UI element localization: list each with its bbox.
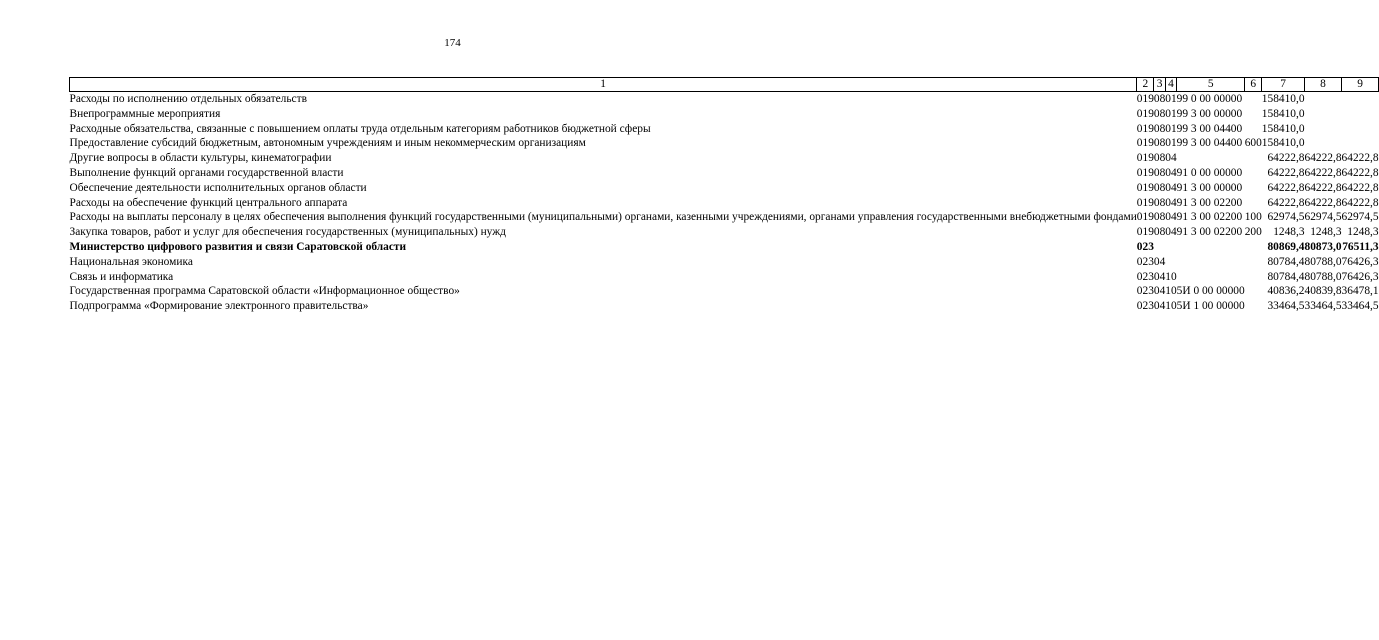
amount-year-1: 158410,0 [1261, 93, 1305, 105]
table-row [70, 122, 1379, 137]
amount-year-2: 64222,8 [1304, 166, 1342, 179]
subsection-code [1165, 240, 1176, 255]
subsection-code: 04 [1165, 152, 1177, 165]
amount-year-1: 64222,8 [1267, 152, 1305, 165]
table-row [70, 151, 1379, 166]
target-article-code: 5И 0 00 00000 [1176, 285, 1245, 298]
section-code [1154, 240, 1165, 255]
subsection-code: 04 [1165, 196, 1177, 209]
section-code: 08 [1153, 226, 1166, 239]
expense-type-code: 100 [1244, 211, 1262, 224]
target-article-code: 99 3 00 04400 [1176, 137, 1243, 150]
amount-year-2: 1248,3 [1310, 226, 1342, 239]
row-name: Предоставление субсидий бюджетным, автономным учреждениям и иным некоммерческим организациям [69, 137, 586, 150]
ministry-code: 019 [1136, 107, 1154, 120]
page-number: 174 [444, 37, 461, 49]
amount-year-3: 76511,3 [1342, 240, 1379, 253]
target-article-code: 99 3 00 00000 [1176, 107, 1243, 120]
target-article-code: 91 3 00 02200 [1176, 196, 1243, 209]
amount-year-2: 33464,5 [1304, 300, 1342, 313]
target-article-code: 91 3 00 02200 [1176, 211, 1243, 224]
row-name: Расходы на обеспечение функций центрального аппарата [69, 196, 348, 209]
row-name: Другие вопросы в области культуры, кинематографии [69, 152, 332, 165]
amount-year-1: 64222,8 [1267, 196, 1305, 209]
column-header-3: 3 [1154, 78, 1165, 92]
row-name: Расходы на выплаты персоналу в целях обеспечения выполнения функций государственными (муниципальными) органами, казенными учреждениями, органами управления государственными внебюджетными фондами [69, 211, 1137, 224]
amount-year-1: 64222,8 [1267, 166, 1305, 179]
table-row [70, 166, 1379, 181]
budget-table [69, 77, 1379, 314]
amount-year-3: 64222,8 [1341, 181, 1379, 194]
amount-year-3 [1342, 92, 1379, 107]
ministry-code: 019 [1136, 226, 1154, 239]
target-article-code: 5И 1 00 00000 [1176, 300, 1245, 313]
expense-type-code [1245, 284, 1262, 299]
target-article-code: 99 0 00 00000 [1176, 93, 1243, 105]
table-row [70, 181, 1379, 196]
amount-year-1: 158410,0 [1261, 137, 1305, 150]
target-article-code: 91 3 00 02200 [1176, 226, 1243, 239]
subsection-code: 10 [1165, 270, 1177, 283]
subsection-code [1165, 255, 1176, 270]
subsection-code: 01 [1165, 93, 1177, 105]
ministry-code: 019 [1136, 93, 1154, 105]
section-code: 08 [1153, 211, 1166, 224]
table-row [70, 255, 1379, 270]
expense-type-code: 600 [1244, 137, 1262, 150]
subsection-code: 04 [1165, 211, 1177, 224]
amount-year-1: 62974,5 [1267, 211, 1305, 224]
column-header-9: 9 [1342, 78, 1379, 92]
table-row [70, 284, 1379, 299]
column-header-5: 5 [1177, 78, 1245, 92]
amount-year-2: 64222,8 [1304, 196, 1342, 209]
row-name: Выполнение функций органами государственной власти [69, 166, 344, 179]
amount-year-2: 80873,0 [1304, 240, 1342, 253]
column-header-row [70, 78, 1379, 92]
section-code: 04 [1153, 300, 1166, 313]
ministry-code: 023 [1136, 300, 1154, 313]
section-code: 08 [1153, 196, 1166, 209]
ministry-code: 019 [1136, 211, 1154, 224]
amount-year-3: 1248,3 [1347, 226, 1379, 239]
ministry-code: 019 [1136, 196, 1154, 209]
ministry-code: 019 [1136, 166, 1154, 179]
amount-year-3: 64222,8 [1341, 152, 1379, 165]
amount-year-2: 80788,0 [1304, 270, 1342, 283]
expense-type-code [1245, 255, 1262, 270]
amount-year-3: 76426,3 [1341, 255, 1379, 268]
table-row [70, 270, 1379, 285]
expense-type-code [1245, 151, 1262, 166]
section-code: 08 [1153, 152, 1166, 165]
amount-year-1: 80869,4 [1267, 240, 1305, 253]
subsection-code: 01 [1165, 107, 1177, 120]
table-row [70, 196, 1379, 211]
row-name: Внепрограммные мероприятия [69, 107, 221, 120]
amount-year-1: 80784,4 [1267, 255, 1305, 268]
row-name: Обеспечение деятельности исполнительных органов области [69, 181, 367, 194]
target-article-code [1177, 270, 1245, 285]
target-article-code [1177, 151, 1245, 166]
ministry-code: 019 [1136, 137, 1154, 150]
ministry-code: 019 [1136, 152, 1154, 165]
subsection-code: 10 [1165, 285, 1177, 298]
expense-type-code [1245, 299, 1262, 314]
amount-year-2: 64222,8 [1304, 152, 1342, 165]
amount-year-1: 80784,4 [1267, 270, 1305, 283]
table-body [70, 92, 1379, 314]
expense-type-code [1245, 240, 1262, 255]
amount-year-1: 158410,0 [1261, 107, 1305, 120]
subsection-code: 10 [1165, 300, 1177, 313]
amount-year-3 [1342, 136, 1379, 151]
amount-year-2: 40839,8 [1304, 285, 1342, 298]
column-header-1: 1 [70, 78, 1137, 92]
row-name: Расходные обязательства, связанные с повышением оплаты труда отдельным категориям работников бюджетной сферы [69, 122, 651, 135]
expense-type-code [1245, 122, 1262, 137]
expense-type-code [1245, 196, 1262, 211]
table-row [70, 92, 1379, 107]
target-article-code [1177, 255, 1245, 270]
ministry-code: 023 [1136, 270, 1154, 283]
table-row [70, 240, 1379, 255]
row-name: Национальная экономика [69, 255, 193, 268]
column-header-2: 2 [1137, 78, 1154, 92]
table-row [70, 225, 1379, 240]
subsection-code: 04 [1165, 181, 1177, 194]
amount-year-3 [1342, 122, 1379, 137]
section-code: 08 [1153, 107, 1166, 120]
expense-type-code [1245, 107, 1262, 122]
section-code: 08 [1153, 122, 1166, 135]
expense-type-code: 200 [1244, 226, 1262, 239]
amount-year-2: 80788,0 [1304, 255, 1342, 268]
target-article-code: 91 3 00 00000 [1176, 181, 1243, 194]
amount-year-2: 62974,5 [1304, 211, 1342, 224]
section-code: 08 [1153, 93, 1166, 105]
column-header-8: 8 [1305, 78, 1342, 92]
section-code: 04 [1153, 270, 1166, 283]
section-code: 04 [1153, 285, 1166, 298]
target-article-code [1177, 240, 1245, 255]
table-row [70, 299, 1379, 314]
table-row [70, 210, 1379, 225]
column-header-4: 4 [1165, 78, 1176, 92]
target-article-code: 99 3 00 04400 [1176, 122, 1243, 135]
amount-year-2: 64222,8 [1304, 181, 1342, 194]
amount-year-1: 33464,5 [1267, 300, 1305, 313]
ministry-code: 019 [1136, 181, 1154, 194]
amount-year-2 [1305, 122, 1342, 137]
amount-year-2 [1305, 107, 1342, 122]
section-code: 08 [1153, 181, 1166, 194]
amount-year-3: 64222,8 [1341, 166, 1379, 179]
subsection-code: 01 [1165, 122, 1177, 135]
row-name: Министерство цифрового развития и связи Саратовской области [69, 240, 407, 253]
subsection-code: 01 [1165, 137, 1177, 150]
expense-type-code [1245, 166, 1262, 181]
amount-year-3: 64222,8 [1341, 196, 1379, 209]
amount-year-1: 40836,2 [1267, 285, 1305, 298]
amount-year-1: 158410,0 [1261, 122, 1305, 135]
row-name: Закупка товаров, работ и услуг для обеспечения государственных (муниципальных) нужд [69, 226, 506, 239]
amount-year-3: 36478,1 [1341, 285, 1379, 298]
table-row [70, 136, 1379, 151]
ministry-code: 023 [1136, 240, 1154, 253]
expense-type-code [1245, 270, 1262, 285]
row-name: Расходы по исполнению отдельных обязательств [69, 93, 307, 105]
row-name: Связь и информатика [69, 270, 174, 283]
amount-year-3 [1342, 107, 1379, 122]
expense-type-code [1245, 181, 1262, 196]
table-row [70, 107, 1379, 122]
subsection-code: 04 [1165, 226, 1177, 239]
amount-year-2 [1305, 92, 1342, 107]
amount-year-3: 33464,5 [1341, 300, 1379, 313]
section-code: 08 [1153, 166, 1166, 179]
target-article-code: 91 0 00 00000 [1176, 166, 1243, 179]
amount-year-3: 62974,5 [1341, 211, 1379, 224]
ministry-code: 023 [1136, 255, 1154, 268]
amount-year-1: 1248,3 [1273, 226, 1305, 239]
amount-year-3: 76426,3 [1341, 270, 1379, 283]
subsection-code: 04 [1165, 166, 1177, 179]
expense-type-code [1245, 92, 1262, 107]
row-name: Государственная программа Саратовской области «Информационное общество» [69, 285, 460, 298]
column-header-7: 7 [1262, 78, 1305, 92]
section-code: 04 [1153, 255, 1166, 268]
column-header-6: 6 [1245, 78, 1262, 92]
ministry-code: 023 [1136, 285, 1154, 298]
amount-year-2 [1305, 136, 1342, 151]
amount-year-1: 64222,8 [1267, 181, 1305, 194]
ministry-code: 019 [1136, 122, 1154, 135]
row-name: Подпрограмма «Формирование электронного правительства» [69, 300, 369, 313]
section-code: 08 [1153, 137, 1166, 150]
